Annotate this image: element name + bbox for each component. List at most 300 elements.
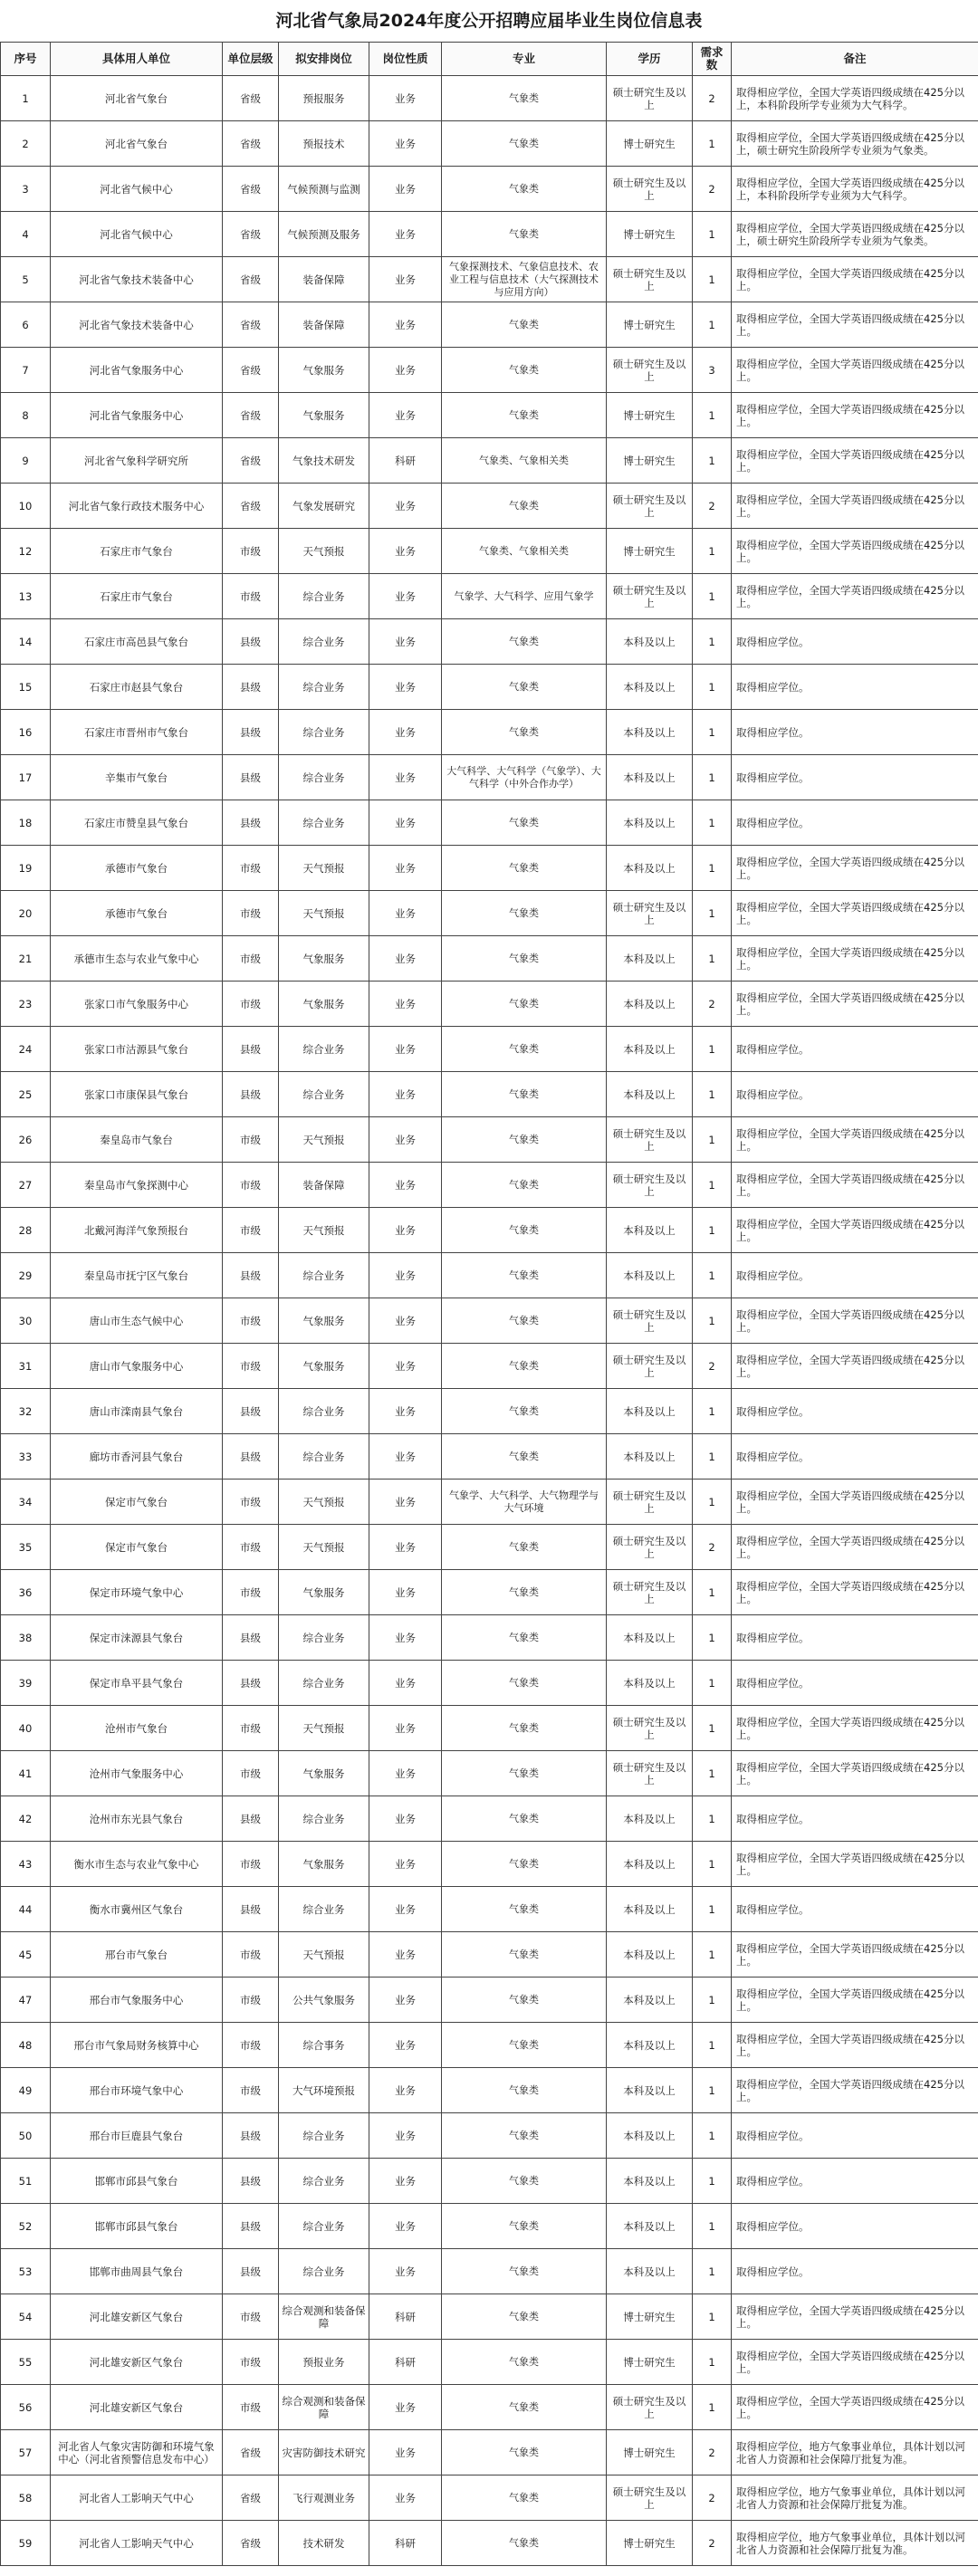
row-nature-cell: 业务 xyxy=(369,484,442,529)
row-unit-cell: 河北省气象服务中心 xyxy=(51,348,223,393)
row-major-cell: 气象类 xyxy=(442,1434,607,1480)
row-education-cell: 本科及以上 xyxy=(607,1661,693,1706)
row-post-cell: 装备保障 xyxy=(279,302,369,348)
row-count-cell: 2 xyxy=(693,2521,732,2566)
row-level-cell: 市级 xyxy=(223,1751,279,1796)
row-major-cell: 气象类 xyxy=(442,212,607,257)
table-row xyxy=(1,1298,978,1344)
row-level-cell: 省级 xyxy=(223,484,279,529)
page-title: 河北省气象局2024年度公开招聘应届毕业生岗位信息表 xyxy=(275,11,703,31)
row-index-cell: 23 xyxy=(1,982,51,1027)
table-row xyxy=(1,2475,978,2521)
row-level-cell: 市级 xyxy=(223,1706,279,1751)
row-unit-cell: 沧州市气象台 xyxy=(51,1706,223,1751)
row-count-cell: 1 xyxy=(693,936,732,982)
row-count-cell: 2 xyxy=(693,2430,732,2475)
row-education-cell: 博士研究生 xyxy=(607,2294,693,2340)
row-index-cell: 32 xyxy=(1,1389,51,1434)
row-major-cell: 大气科学、大气科学（气象学）、大气科学（中外合作办学） xyxy=(442,755,607,800)
row-count-cell: 1 xyxy=(693,529,732,574)
row-nature-cell: 业务 xyxy=(369,1706,442,1751)
row-note-cell: 取得相应学位，全国大学英语四级成绩在425分以上。 xyxy=(732,393,978,438)
row-major-cell: 气象类 xyxy=(442,1253,607,1298)
table-row xyxy=(1,1842,978,1887)
job-table xyxy=(0,42,978,2566)
row-nature-cell: 业务 xyxy=(369,529,442,574)
row-unit-cell: 衡水市生态与农业气象中心 xyxy=(51,1842,223,1887)
row-count-cell: 1 xyxy=(693,2294,732,2340)
row-note-cell: 取得相应学位，全国大学英语四级成绩在425分以上。 xyxy=(732,438,978,484)
row-note-cell: 取得相应学位。 xyxy=(732,2159,978,2204)
row-note-cell: 取得相应学位。 xyxy=(732,665,978,710)
row-education-cell: 本科及以上 xyxy=(607,619,693,665)
table-row xyxy=(1,2023,978,2068)
row-post-cell: 天气预报 xyxy=(279,1208,369,1253)
row-level-cell: 省级 xyxy=(223,76,279,121)
row-nature-cell: 业务 xyxy=(369,393,442,438)
row-major-cell: 气象类 xyxy=(442,2068,607,2113)
row-nature-cell: 业务 xyxy=(369,2068,442,2113)
row-count-cell: 1 xyxy=(693,302,732,348)
row-nature-cell: 业务 xyxy=(369,167,442,212)
row-index-cell: 10 xyxy=(1,484,51,529)
row-education-cell: 博士研究生 xyxy=(607,212,693,257)
table-row xyxy=(1,1977,978,2023)
row-index-cell: 59 xyxy=(1,2521,51,2566)
row-index-cell: 5 xyxy=(1,257,51,302)
row-education-cell: 硕士研究生及以上 xyxy=(607,891,693,936)
row-major-cell: 气象类 xyxy=(442,2204,607,2249)
row-post-cell: 气象服务 xyxy=(279,936,369,982)
row-count-cell: 1 xyxy=(693,1751,732,1796)
row-major-cell: 气象类 xyxy=(442,2385,607,2430)
row-nature-cell: 业务 xyxy=(369,1661,442,1706)
table-row xyxy=(1,1117,978,1163)
row-education-cell: 本科及以上 xyxy=(607,1434,693,1480)
row-major-cell: 气象类 xyxy=(442,1298,607,1344)
table-row xyxy=(1,1570,978,1615)
row-major-cell: 气象类 xyxy=(442,2340,607,2385)
row-note-cell: 取得相应学位，全国大学英语四级成绩在425分以上，硕士研究生阶段所学专业须为气象类。 xyxy=(732,121,978,167)
row-level-cell: 县级 xyxy=(223,1796,279,1842)
row-unit-cell: 秦皇岛市气象台 xyxy=(51,1117,223,1163)
row-nature-cell: 业务 xyxy=(369,1751,442,1796)
row-nature-cell: 业务 xyxy=(369,121,442,167)
row-index-cell: 45 xyxy=(1,1932,51,1977)
row-major-cell: 气象类 xyxy=(442,484,607,529)
row-education-cell: 硕士研究生及以上 xyxy=(607,2385,693,2430)
row-education-cell: 硕士研究生及以上 xyxy=(607,1751,693,1796)
table-row xyxy=(1,1796,978,1842)
row-post-cell: 综合业务 xyxy=(279,710,369,755)
row-post-cell: 气象服务 xyxy=(279,1570,369,1615)
row-count-cell: 2 xyxy=(693,76,732,121)
row-level-cell: 市级 xyxy=(223,891,279,936)
table-row xyxy=(1,2385,978,2430)
row-unit-cell: 河北省气象科学研究所 xyxy=(51,438,223,484)
row-unit-cell: 秦皇岛市抚宁区气象台 xyxy=(51,1253,223,1298)
table-row xyxy=(1,302,978,348)
row-index-cell: 48 xyxy=(1,2023,51,2068)
row-nature-cell: 业务 xyxy=(369,2023,442,2068)
row-unit-cell: 保定市气象台 xyxy=(51,1525,223,1570)
row-education-cell: 本科及以上 xyxy=(607,755,693,800)
row-post-cell: 综合业务 xyxy=(279,2159,369,2204)
row-major-cell: 气象类 xyxy=(442,2521,607,2566)
row-note-cell: 取得相应学位，全国大学英语四级成绩在425分以上，硕士研究生阶段所学专业须为气象类。 xyxy=(732,212,978,257)
row-note-cell: 取得相应学位，全国大学英语四级成绩在425分以上。 xyxy=(732,1208,978,1253)
row-note-cell: 取得相应学位，全国大学英语四级成绩在425分以上。 xyxy=(732,2385,978,2430)
row-note-cell: 取得相应学位，全国大学英语四级成绩在425分以上。 xyxy=(732,302,978,348)
row-major-cell: 气象类 xyxy=(442,167,607,212)
row-level-cell: 市级 xyxy=(223,846,279,891)
row-post-cell: 综合业务 xyxy=(279,800,369,846)
row-note-cell: 取得相应学位。 xyxy=(732,1661,978,1706)
row-index-cell: 52 xyxy=(1,2204,51,2249)
row-level-cell: 市级 xyxy=(223,982,279,1027)
row-post-cell: 综合业务 xyxy=(279,1615,369,1661)
table-header xyxy=(1,43,978,76)
table-row xyxy=(1,2294,978,2340)
row-post-cell: 综合观测和装备保障 xyxy=(279,2294,369,2340)
row-note-cell: 取得相应学位，全国大学英语四级成绩在425分以上，本科阶段所学专业须为大气科学。 xyxy=(732,167,978,212)
table-row xyxy=(1,846,978,891)
row-post-cell: 综合业务 xyxy=(279,755,369,800)
row-index-cell: 15 xyxy=(1,665,51,710)
row-note-cell: 取得相应学位。 xyxy=(732,1887,978,1932)
row-level-cell: 省级 xyxy=(223,438,279,484)
row-unit-cell: 河北省气候中心 xyxy=(51,167,223,212)
row-education-cell: 博士研究生 xyxy=(607,393,693,438)
row-unit-cell: 河北省人工影响天气中心 xyxy=(51,2521,223,2566)
row-index-cell: 44 xyxy=(1,1887,51,1932)
row-education-cell: 本科及以上 xyxy=(607,2113,693,2159)
row-level-cell: 市级 xyxy=(223,2340,279,2385)
row-note-cell: 取得相应学位，全国大学英语四级成绩在425分以上。 xyxy=(732,2340,978,2385)
table-row xyxy=(1,2249,978,2294)
row-note-cell: 取得相应学位。 xyxy=(732,2204,978,2249)
row-count-cell: 1 xyxy=(693,1977,732,2023)
table-row xyxy=(1,1253,978,1298)
row-education-cell: 本科及以上 xyxy=(607,1253,693,1298)
row-major-cell: 气象类 xyxy=(442,2159,607,2204)
row-post-cell: 综合业务 xyxy=(279,1796,369,1842)
row-major-cell: 气象类 xyxy=(442,393,607,438)
row-level-cell: 县级 xyxy=(223,1661,279,1706)
row-index-cell: 57 xyxy=(1,2430,51,2475)
row-major-cell: 气象类 xyxy=(442,1389,607,1434)
row-post-cell: 综合业务 xyxy=(279,1389,369,1434)
table-row xyxy=(1,1434,978,1480)
row-nature-cell: 业务 xyxy=(369,2204,442,2249)
table-row xyxy=(1,1751,978,1796)
header-cell-index: 序号 xyxy=(1,43,51,76)
row-index-cell: 47 xyxy=(1,1977,51,2023)
row-education-cell: 本科及以上 xyxy=(607,800,693,846)
row-level-cell: 县级 xyxy=(223,619,279,665)
row-level-cell: 省级 xyxy=(223,2475,279,2521)
row-note-cell: 取得相应学位，全国大学英语四级成绩在425分以上。 xyxy=(732,484,978,529)
row-count-cell: 1 xyxy=(693,1117,732,1163)
row-education-cell: 本科及以上 xyxy=(607,2249,693,2294)
row-nature-cell: 科研 xyxy=(369,438,442,484)
row-note-cell: 取得相应学位，全国大学英语四级成绩在425分以上，本科阶段所学专业须为大气科学。 xyxy=(732,76,978,121)
row-note-cell: 取得相应学位，全国大学英语四级成绩在425分以上。 xyxy=(732,257,978,302)
table-row xyxy=(1,257,978,302)
row-nature-cell: 业务 xyxy=(369,302,442,348)
row-unit-cell: 保定市环境气象中心 xyxy=(51,1570,223,1615)
row-nature-cell: 业务 xyxy=(369,1072,442,1117)
row-education-cell: 本科及以上 xyxy=(607,710,693,755)
row-level-cell: 市级 xyxy=(223,1977,279,2023)
row-level-cell: 省级 xyxy=(223,348,279,393)
row-nature-cell: 科研 xyxy=(369,2521,442,2566)
row-count-cell: 1 xyxy=(693,2113,732,2159)
row-nature-cell: 业务 xyxy=(369,2430,442,2475)
row-index-cell: 30 xyxy=(1,1298,51,1344)
row-count-cell: 2 xyxy=(693,1525,732,1570)
row-nature-cell: 业务 xyxy=(369,1389,442,1434)
row-index-cell: 2 xyxy=(1,121,51,167)
row-index-cell: 34 xyxy=(1,1480,51,1525)
row-note-cell: 取得相应学位，全国大学英语四级成绩在425分以上。 xyxy=(732,1751,978,1796)
row-major-cell: 气象类 xyxy=(442,1027,607,1072)
row-education-cell: 本科及以上 xyxy=(607,1389,693,1434)
table-row xyxy=(1,484,978,529)
row-education-cell: 本科及以上 xyxy=(607,936,693,982)
row-nature-cell: 业务 xyxy=(369,1615,442,1661)
table-row xyxy=(1,2204,978,2249)
row-level-cell: 县级 xyxy=(223,2249,279,2294)
row-unit-cell: 河北省人气象灾害防御和环境气象中心（河北省预警信息发布中心） xyxy=(51,2430,223,2475)
row-nature-cell: 业务 xyxy=(369,1570,442,1615)
row-nature-cell: 业务 xyxy=(369,710,442,755)
row-count-cell: 2 xyxy=(693,1344,732,1389)
row-level-cell: 省级 xyxy=(223,393,279,438)
row-note-cell: 取得相应学位，地方气象事业单位，具体计划以河北省人力资源和社会保障厅批复为准。 xyxy=(732,2521,978,2566)
row-post-cell: 气象服务 xyxy=(279,1298,369,1344)
row-unit-cell: 辛集市气象台 xyxy=(51,755,223,800)
row-major-cell: 气象类 xyxy=(442,2023,607,2068)
row-count-cell: 1 xyxy=(693,1298,732,1344)
row-count-cell: 1 xyxy=(693,1887,732,1932)
row-index-cell: 8 xyxy=(1,393,51,438)
row-note-cell: 取得相应学位，全国大学英语四级成绩在425分以上。 xyxy=(732,2068,978,2113)
row-count-cell: 1 xyxy=(693,393,732,438)
row-post-cell: 天气预报 xyxy=(279,1480,369,1525)
table-row xyxy=(1,212,978,257)
row-count-cell: 1 xyxy=(693,1434,732,1480)
row-note-cell: 取得相应学位，全国大学英语四级成绩在425分以上。 xyxy=(732,1117,978,1163)
row-education-cell: 本科及以上 xyxy=(607,2204,693,2249)
table-row xyxy=(1,393,978,438)
row-unit-cell: 邢台市巨鹿县气象台 xyxy=(51,2113,223,2159)
row-post-cell: 气象服务 xyxy=(279,1842,369,1887)
row-index-cell: 42 xyxy=(1,1796,51,1842)
row-major-cell: 气象类 xyxy=(442,710,607,755)
row-level-cell: 市级 xyxy=(223,2385,279,2430)
table-row xyxy=(1,529,978,574)
row-major-cell: 气象类 xyxy=(442,302,607,348)
row-major-cell: 气象类 xyxy=(442,619,607,665)
row-unit-cell: 石家庄市气象台 xyxy=(51,574,223,619)
row-education-cell: 本科及以上 xyxy=(607,2159,693,2204)
row-count-cell: 1 xyxy=(693,846,732,891)
row-unit-cell: 邯郸市曲周县气象台 xyxy=(51,2249,223,2294)
row-note-cell: 取得相应学位。 xyxy=(732,755,978,800)
row-index-cell: 29 xyxy=(1,1253,51,1298)
row-count-cell: 1 xyxy=(693,2385,732,2430)
row-post-cell: 综合业务 xyxy=(279,1072,369,1117)
row-post-cell: 气象技术研发 xyxy=(279,438,369,484)
row-post-cell: 预报技术 xyxy=(279,121,369,167)
row-major-cell: 气象类 xyxy=(442,1615,607,1661)
row-note-cell: 取得相应学位。 xyxy=(732,1072,978,1117)
row-index-cell: 41 xyxy=(1,1751,51,1796)
row-count-cell: 1 xyxy=(693,2159,732,2204)
row-nature-cell: 业务 xyxy=(369,1027,442,1072)
row-index-cell: 54 xyxy=(1,2294,51,2340)
header-cell-unit: 具体用人单位 xyxy=(51,43,223,76)
row-education-cell: 博士研究生 xyxy=(607,2521,693,2566)
row-note-cell: 取得相应学位，全国大学英语四级成绩在425分以上。 xyxy=(732,1344,978,1389)
row-post-cell: 气象服务 xyxy=(279,348,369,393)
row-major-cell: 气象类 xyxy=(442,2475,607,2521)
table-row xyxy=(1,167,978,212)
row-unit-cell: 张家口市康保县气象台 xyxy=(51,1072,223,1117)
row-note-cell: 取得相应学位。 xyxy=(732,800,978,846)
table-row xyxy=(1,121,978,167)
table-row xyxy=(1,755,978,800)
row-count-cell: 1 xyxy=(693,1027,732,1072)
row-nature-cell: 业务 xyxy=(369,619,442,665)
row-education-cell: 博士研究生 xyxy=(607,438,693,484)
row-unit-cell: 石家庄市晋州市气象台 xyxy=(51,710,223,755)
row-index-cell: 50 xyxy=(1,2113,51,2159)
row-post-cell: 综合业务 xyxy=(279,2113,369,2159)
row-count-cell: 1 xyxy=(693,1706,732,1751)
row-nature-cell: 业务 xyxy=(369,1525,442,1570)
row-count-cell: 2 xyxy=(693,167,732,212)
row-count-cell: 1 xyxy=(693,1615,732,1661)
row-post-cell: 预报业务 xyxy=(279,2340,369,2385)
row-nature-cell: 业务 xyxy=(369,1298,442,1344)
row-post-cell: 天气预报 xyxy=(279,1525,369,1570)
table-row xyxy=(1,2159,978,2204)
row-note-cell: 取得相应学位，全国大学英语四级成绩在425分以上。 xyxy=(732,348,978,393)
row-education-cell: 硕士研究生及以上 xyxy=(607,1706,693,1751)
row-education-cell: 硕士研究生及以上 xyxy=(607,2475,693,2521)
row-level-cell: 县级 xyxy=(223,1072,279,1117)
row-level-cell: 省级 xyxy=(223,121,279,167)
row-level-cell: 省级 xyxy=(223,2430,279,2475)
row-index-cell: 4 xyxy=(1,212,51,257)
row-count-cell: 1 xyxy=(693,665,732,710)
row-nature-cell: 业务 xyxy=(369,982,442,1027)
row-unit-cell: 石家庄市赵县气象台 xyxy=(51,665,223,710)
row-education-cell: 本科及以上 xyxy=(607,1208,693,1253)
row-nature-cell: 业务 xyxy=(369,1932,442,1977)
row-post-cell: 飞行观测业务 xyxy=(279,2475,369,2521)
row-index-cell: 13 xyxy=(1,574,51,619)
row-index-cell: 33 xyxy=(1,1434,51,1480)
row-note-cell: 取得相应学位。 xyxy=(732,1615,978,1661)
row-unit-cell: 保定市阜平县气象台 xyxy=(51,1661,223,1706)
row-post-cell: 综合业务 xyxy=(279,2204,369,2249)
row-major-cell: 气象类 xyxy=(442,891,607,936)
header-cell-count: 需求数 xyxy=(693,43,732,76)
row-note-cell: 取得相应学位，全国大学英语四级成绩在425分以上。 xyxy=(732,574,978,619)
row-level-cell: 县级 xyxy=(223,1887,279,1932)
row-education-cell: 硕士研究生及以上 xyxy=(607,484,693,529)
row-note-cell: 取得相应学位。 xyxy=(732,1796,978,1842)
table-row xyxy=(1,1208,978,1253)
row-unit-cell: 河北省气候中心 xyxy=(51,212,223,257)
row-level-cell: 县级 xyxy=(223,1389,279,1434)
row-count-cell: 1 xyxy=(693,1253,732,1298)
row-nature-cell: 业务 xyxy=(369,348,442,393)
row-unit-cell: 河北雄安新区气象台 xyxy=(51,2340,223,2385)
row-post-cell: 综合业务 xyxy=(279,619,369,665)
row-index-cell: 51 xyxy=(1,2159,51,2204)
row-post-cell: 综合业务 xyxy=(279,2249,369,2294)
row-post-cell: 技术研发 xyxy=(279,2521,369,2566)
row-note-cell: 取得相应学位。 xyxy=(732,2113,978,2159)
row-major-cell: 气象类 xyxy=(442,1344,607,1389)
table-row xyxy=(1,1072,978,1117)
row-note-cell: 取得相应学位。 xyxy=(732,1389,978,1434)
row-note-cell: 取得相应学位。 xyxy=(732,1027,978,1072)
row-unit-cell: 河北省气象服务中心 xyxy=(51,393,223,438)
row-education-cell: 本科及以上 xyxy=(607,1887,693,1932)
row-index-cell: 12 xyxy=(1,529,51,574)
header-cell-major: 专业 xyxy=(442,43,607,76)
row-unit-cell: 衡水市冀州区气象台 xyxy=(51,1887,223,1932)
row-nature-cell: 业务 xyxy=(369,1208,442,1253)
row-unit-cell: 北戴河海洋气象预报台 xyxy=(51,1208,223,1253)
table-row xyxy=(1,1389,978,1434)
row-note-cell: 取得相应学位，全国大学英语四级成绩在425分以上。 xyxy=(732,1480,978,1525)
table-row xyxy=(1,1344,978,1389)
row-level-cell: 县级 xyxy=(223,2113,279,2159)
row-education-cell: 硕士研究生及以上 xyxy=(607,1163,693,1208)
row-index-cell: 17 xyxy=(1,755,51,800)
row-unit-cell: 邯郸市邱县气象台 xyxy=(51,2204,223,2249)
row-unit-cell: 邢台市环境气象中心 xyxy=(51,2068,223,2113)
row-education-cell: 硕士研究生及以上 xyxy=(607,1117,693,1163)
row-major-cell: 气象类 xyxy=(442,2294,607,2340)
row-note-cell: 取得相应学位，全国大学英语四级成绩在425分以上。 xyxy=(732,529,978,574)
row-count-cell: 3 xyxy=(693,348,732,393)
row-education-cell: 硕士研究生及以上 xyxy=(607,1344,693,1389)
row-level-cell: 县级 xyxy=(223,1027,279,1072)
row-note-cell: 取得相应学位，全国大学英语四级成绩在425分以上。 xyxy=(732,1163,978,1208)
row-note-cell: 取得相应学位，全国大学英语四级成绩在425分以上。 xyxy=(732,2023,978,2068)
row-education-cell: 硕士研究生及以上 xyxy=(607,1525,693,1570)
row-unit-cell: 邢台市气象服务中心 xyxy=(51,1977,223,2023)
row-education-cell: 硕士研究生及以上 xyxy=(607,76,693,121)
row-unit-cell: 唐山市气象服务中心 xyxy=(51,1344,223,1389)
row-major-cell: 气象类 xyxy=(442,1706,607,1751)
row-nature-cell: 业务 xyxy=(369,1163,442,1208)
row-index-cell: 21 xyxy=(1,936,51,982)
row-note-cell: 取得相应学位，全国大学英语四级成绩在425分以上。 xyxy=(732,891,978,936)
row-nature-cell: 业务 xyxy=(369,1887,442,1932)
row-count-cell: 1 xyxy=(693,2204,732,2249)
row-count-cell: 1 xyxy=(693,2340,732,2385)
row-education-cell: 博士研究生 xyxy=(607,529,693,574)
row-unit-cell: 保定市涞源县气象台 xyxy=(51,1615,223,1661)
